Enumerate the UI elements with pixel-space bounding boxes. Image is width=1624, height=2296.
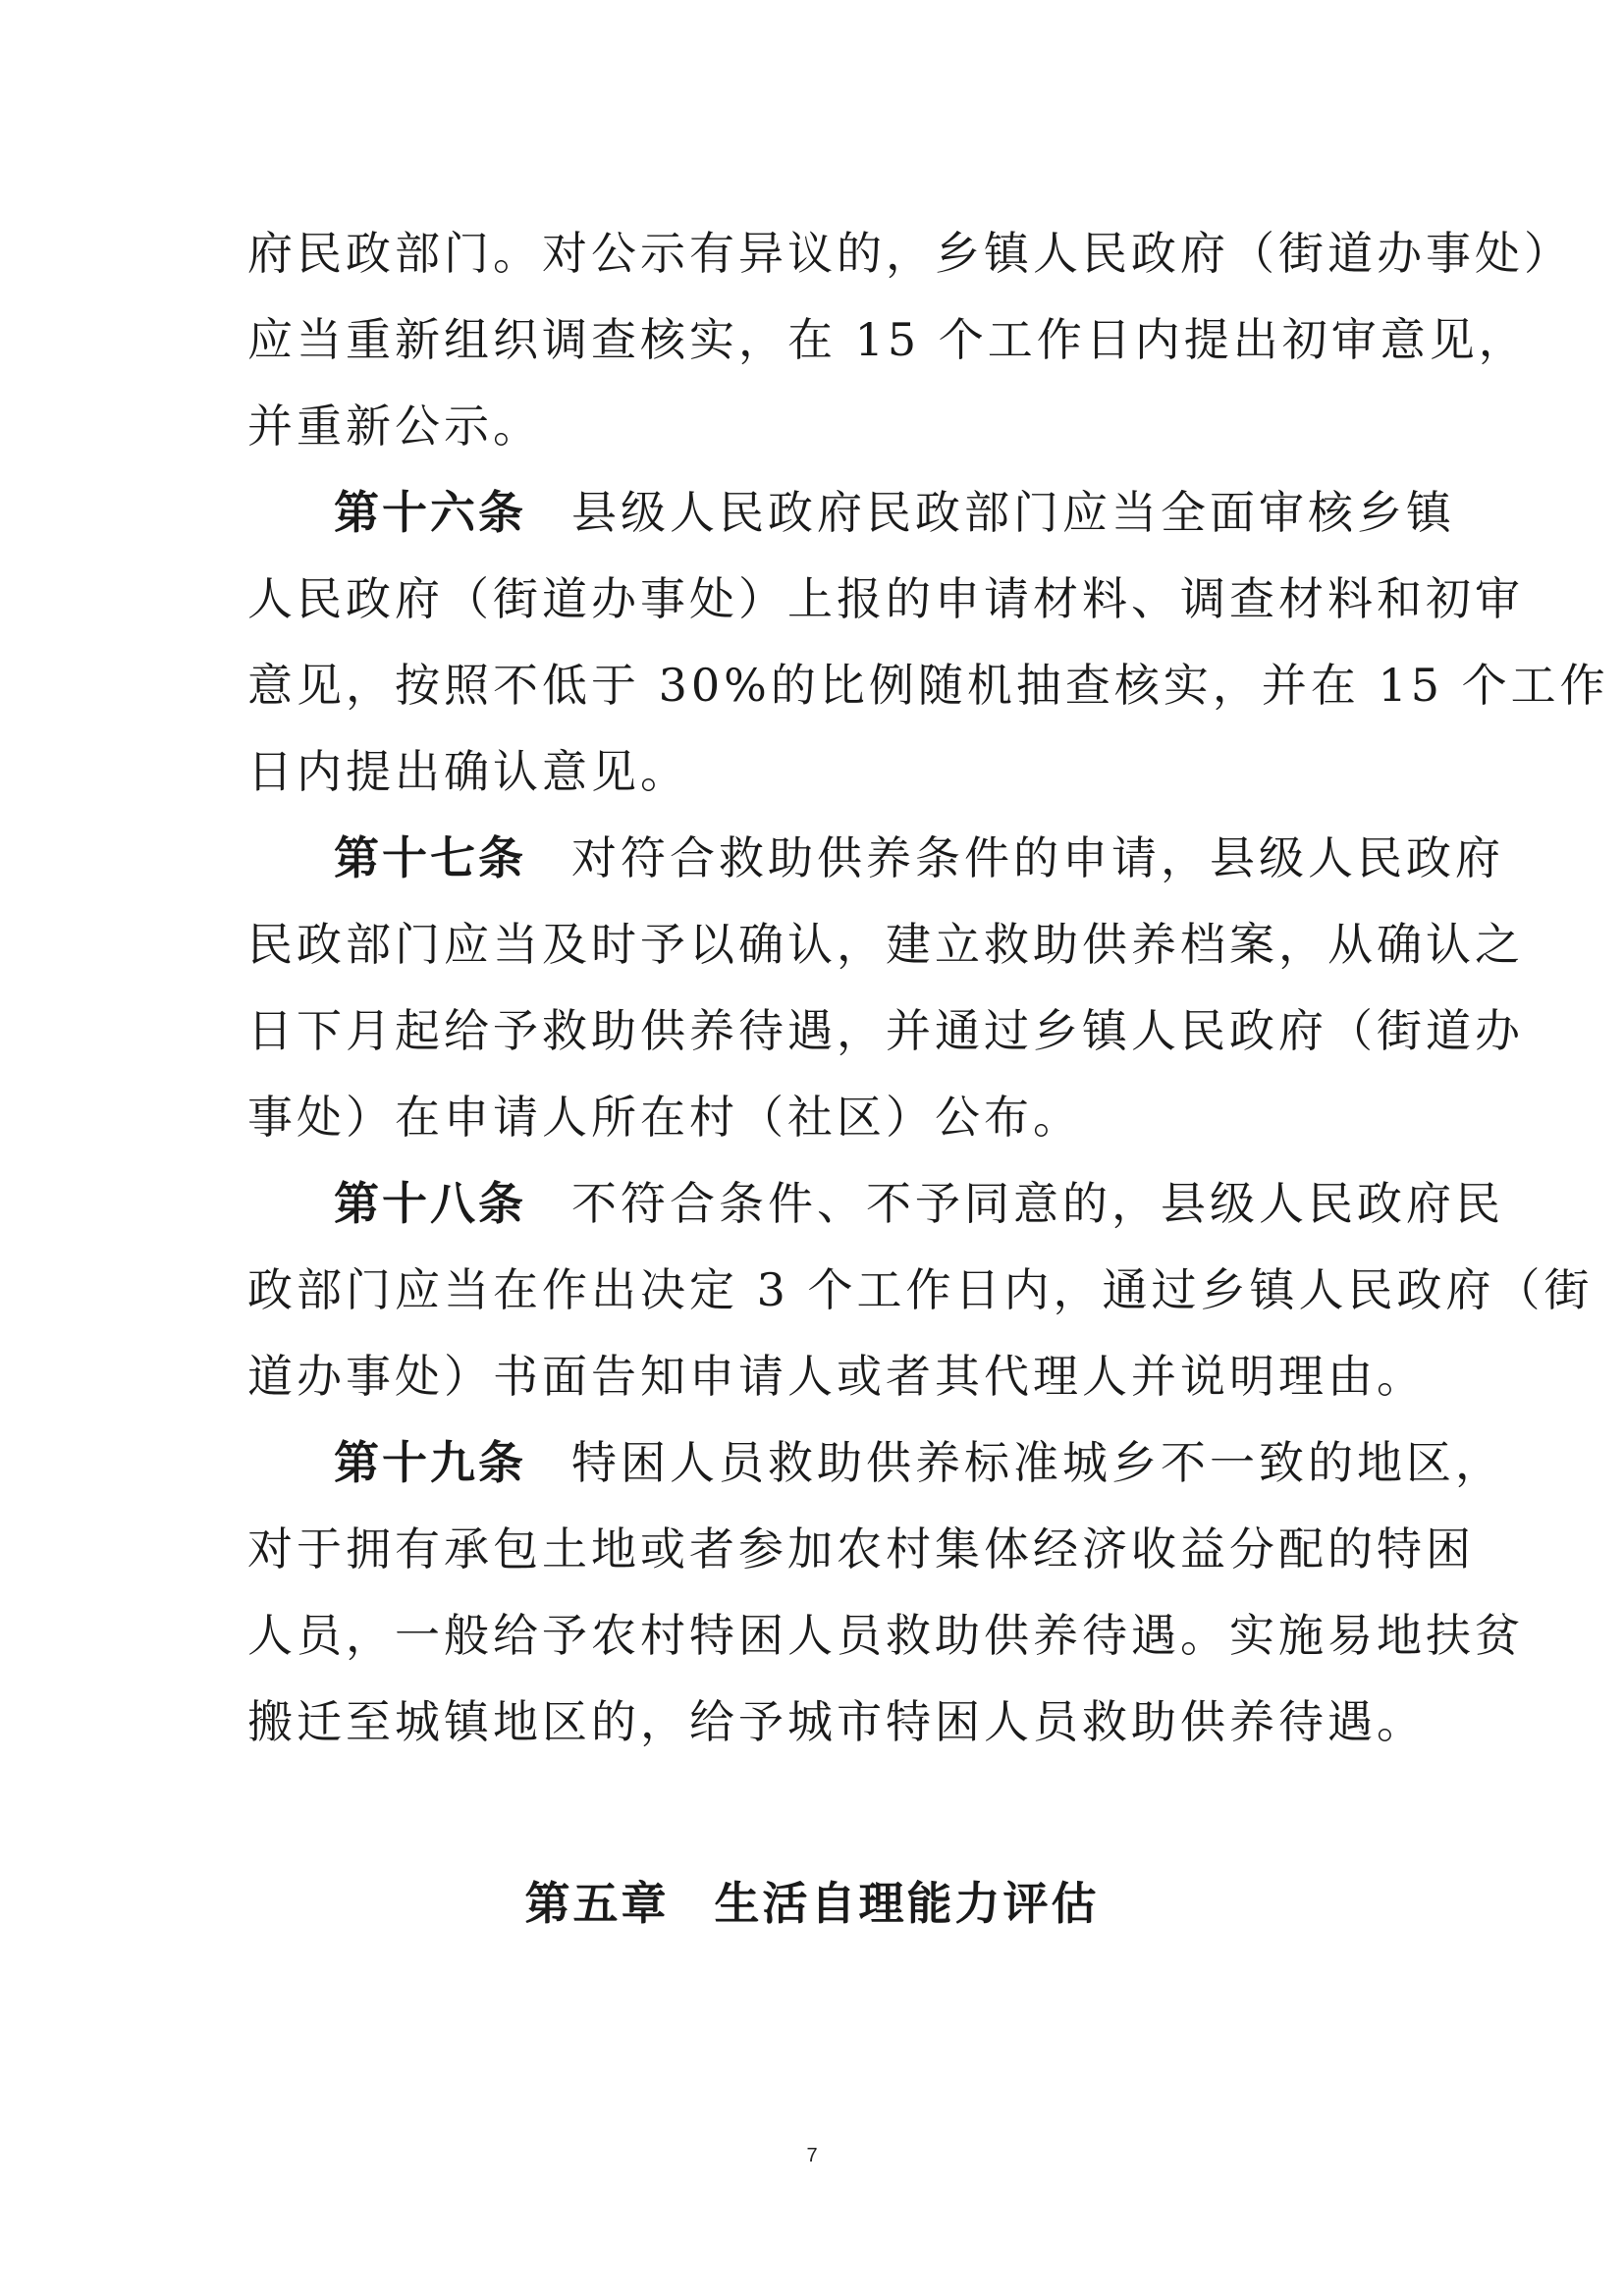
continuation-line: 府民政部门。对公示有异议的，乡镇人民政府（街道办事处） — [247, 227, 1573, 280]
article-16-line: 意见，按照不低于 30%的比例随机抽查核实，并在 15 个工作 — [247, 659, 1609, 712]
article-19-line: 搬迁至城镇地区的，给予城市特困人员救助供养待遇。 — [247, 1695, 1426, 1748]
page-number: 7 — [806, 2145, 818, 2166]
article-19-line: 对于拥有承包土地或者参加农村集体经济收益分配的特困 — [247, 1522, 1475, 1575]
continuation-line: 应当重新组织调查核实，在 15 个工作日内提出初审意见， — [247, 313, 1528, 366]
continuation-line: 并重新公示。 — [247, 400, 542, 453]
article-16-label: 第十六条 — [334, 486, 526, 539]
article-18-first-line — [247, 1160, 1504, 1247]
article-17-line: 事处）在申请人所在村（社区）公布。 — [247, 1091, 1082, 1144]
article-18-text: 不符合条件、不予同意的，县级人民政府民 — [571, 1177, 1504, 1230]
article-18-label: 第十八条 — [334, 1177, 526, 1230]
article-17-label: 第十七条 — [334, 831, 526, 884]
article-19-label: 第十九条 — [334, 1436, 526, 1489]
article-17-first-line — [247, 815, 1504, 901]
chapter-heading — [0, 1868, 1624, 1933]
article-19-first-line — [247, 1419, 1504, 1506]
article-16-line: 人民政府（街道办事处）上报的申请材料、调查材料和初审 — [247, 572, 1524, 625]
article-16-line: 日内提出确认意见。 — [247, 745, 689, 798]
chapter-number: 第五章 — [524, 1877, 670, 1930]
body-text — [247, 210, 1609, 1765]
article-19-text: 特困人员救助供养标准城乡不一致的地区， — [571, 1436, 1504, 1489]
article-18-line: 政部门应当在作出决定 3 个工作日内，通过乡镇人民政府（街 — [247, 1263, 1594, 1316]
article-16-text: 县级人民政府民政部门应当全面审核乡镇 — [571, 486, 1455, 539]
article-18-line: 道办事处）书面告知申请人或者其代理人并说明理由。 — [247, 1350, 1426, 1403]
article-16-first-line — [247, 469, 1455, 556]
article-17-text: 对符合救助供养条件的申请，县级人民政府 — [571, 831, 1504, 884]
article-19-line: 人员，一般给予农村特困人员救助供养待遇。实施易地扶贫 — [247, 1609, 1524, 1662]
article-17-line: 日下月起给予救助供养待遇，并通过乡镇人民政府（街道办 — [247, 1004, 1524, 1057]
chapter-title: 生活自理能力评估 — [714, 1877, 1100, 1930]
article-17-line: 民政部门应当及时予以确认，建立救助供养档案，从确认之 — [247, 918, 1524, 971]
